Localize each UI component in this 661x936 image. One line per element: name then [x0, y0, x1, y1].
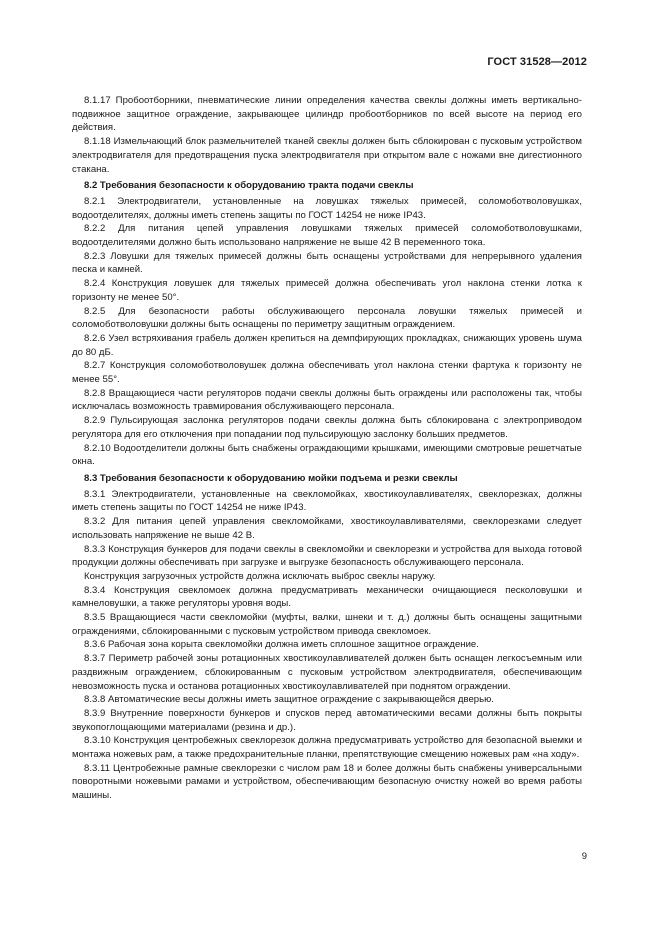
- clause-8-3-2: 8.3.2 Для питания цепей управления свекломойками, хвостикоулавливателями, свеклорезками следует использовать напряжение не выше 42 В.: [72, 516, 582, 541]
- clause-8-2-2: 8.2.2 Для питания цепей управления ловушками тяжелых примесей соломоботволовушками, водоотделителями должно быть использовано напряжение не выше 42 В переменного тока.: [72, 223, 582, 249]
- clause-8-3-5: 8.3.5 Вращающиеся части свекломойки (муфты, валки, шнеки и т. д.) должны быть оснащены защитными ограждениями, сблокированными с пусковым устройством привода свекломоек.: [72, 612, 582, 637]
- clause-8-3-4: 8.3.4 Конструкция свекломоек должна предусматривать механически очищающиеся песколовушки и камнеловушки, а также регуляторы уровня воды.: [72, 584, 582, 610]
- clause-8-2-6: 8.2.6 Узел встряхивания грабель должен крепиться на демпфирующих прокладках, снижающих уровень шума до 80 дБ.: [72, 332, 582, 358]
- clause-8-3-8: 8.3.8 Автоматические весы должны иметь защитное ограждение с закрывающейся дверью.: [84, 694, 494, 706]
- clause-8-1-17: 8.1.17 Пробоотборники, пневматические линии определения качества свеклы должны иметь вертикально-подвижное защитное ограждение, закрывающее цилиндр пробоотборников по всей высоте на период его действия.: [72, 95, 582, 134]
- clause-8-2-9: 8.2.9 Пульсирующая заслонка регуляторов подачи свеклы должна быть сблокирована с электроприводом регулятора для его отключения при попадании под пульсирующую заслонку больших предметов.: [72, 415, 582, 440]
- clause-8-3-1: 8.3.1 Электродвигатели, установленные на свекломойках, хвостикоулавливателях, свеклорезках, должны иметь степень защиты по ГОСТ 14254 не ниже IP43.: [72, 488, 582, 514]
- clause-8-3-6: 8.3.6 Рабочая зона корыта свекломойки должна иметь сплошное защитное ограждение.: [84, 639, 479, 651]
- document-body: [72, 94, 582, 803]
- clause-8-2-10: 8.2.10 Водоотделители должны быть снабжены ограждающими крышками, имеющими смотровые решетчатые окна.: [72, 442, 582, 468]
- clause-8-2-1: 8.2.1 Электродвигатели, установленные на ловушках тяжелых примесей, соломоботволовушках, водоотделителях, должны иметь степень защиты по ГОСТ 14254 не ниже IP43.: [72, 195, 582, 221]
- clause-8-2-4: 8.2.4 Конструкция ловушек для тяжелых примесей должна обеспечивать угол наклона стенки лотка к горизонту не менее 50°.: [72, 278, 582, 303]
- clause-8-3-11: 8.3.11 Центробежные рамные свеклорезки с числом рам 18 и более должны быть снабжены универсальными поворотными ножевыми рамами и устройством, обеспечивающим безопасную очистку ножей во время работы машины.: [72, 762, 582, 802]
- section-heading-8-2: 8.2 Требования безопасности к оборудованию тракта подачи свеклы: [84, 180, 414, 192]
- document-code-header: ГОСТ 31528—2012: [487, 56, 587, 68]
- clause-8-2-5: 8.2.5 Для безопасности работы обслуживающего персонала ловушки тяжелых примесей и соломоботволовушки должны быть оснащены по периметру защитным ограждением.: [72, 305, 582, 331]
- section-heading-8-3: 8.3 Требования безопасности к оборудованию мойки подъема и резки свеклы: [84, 472, 458, 484]
- clause-8-1-18: 8.1.18 Измельчающий блок размельчителей тканей свеклы должен быть сблокирован с пусковым устройством электродвигателя для предотвращения пуска электродвигателя при открытом вале с ножами вне дигестионного стакана.: [72, 136, 582, 175]
- page-number: 9: [581, 851, 587, 862]
- clause-8-2-3: 8.2.3 Ловушки для тяжелых примесей должны быть оснащены устройствами для непрерывного удаления песка и камней.: [72, 250, 582, 276]
- clause-8-3-7: 8.3.7 Периметр рабочей зоны ротационных хвостикоулавливателей должен быть оснащен легкосъемным или раздвижным ограждением, сблокированным с пусковым устройством электродвигателя, обеспечивающим невозможность пуска и останова ротационных хвостикоулавливателей при поднятом ограждении.: [72, 653, 582, 692]
- clause-8-3-3: 8.3.3 Конструкция бункеров для подачи свеклы в свекломойки и свеклорезки и устройства для выхода готовой продукции должны обеспечивать при загрузке и выгрузке безопасность обслуживающего персонала.: [72, 543, 582, 569]
- clause-8-2-7: 8.2.7 Конструкция соломоботволовушек должна обеспечивать угол наклона стенки фартука к горизонту не менее 55°.: [72, 360, 582, 386]
- clause-8-3-10: 8.3.10 Конструкция центробежных свеклорезок должна предусматривать устройство для безопасной выемки и монтажа ножевых рам, а также предохранительные планки, препятствующие смещению ножевых рам «на ходу».: [72, 735, 582, 761]
- clause-8-3-3-continued: Конструкция загрузочных устройств должна исключать выброс свеклы наружу.: [84, 570, 436, 582]
- clause-8-3-9: 8.3.9 Внутренние поверхности бункеров и спусков перед автоматическими весами должны быть покрыты звукопоглощающими материалами (резина и др.).: [72, 707, 582, 733]
- clause-8-2-8: 8.2.8 Вращающиеся части регуляторов подачи свеклы должны быть ограждены или расположены так, чтобы исключалась возможность травмирования обслуживающего персонала.: [72, 387, 582, 413]
